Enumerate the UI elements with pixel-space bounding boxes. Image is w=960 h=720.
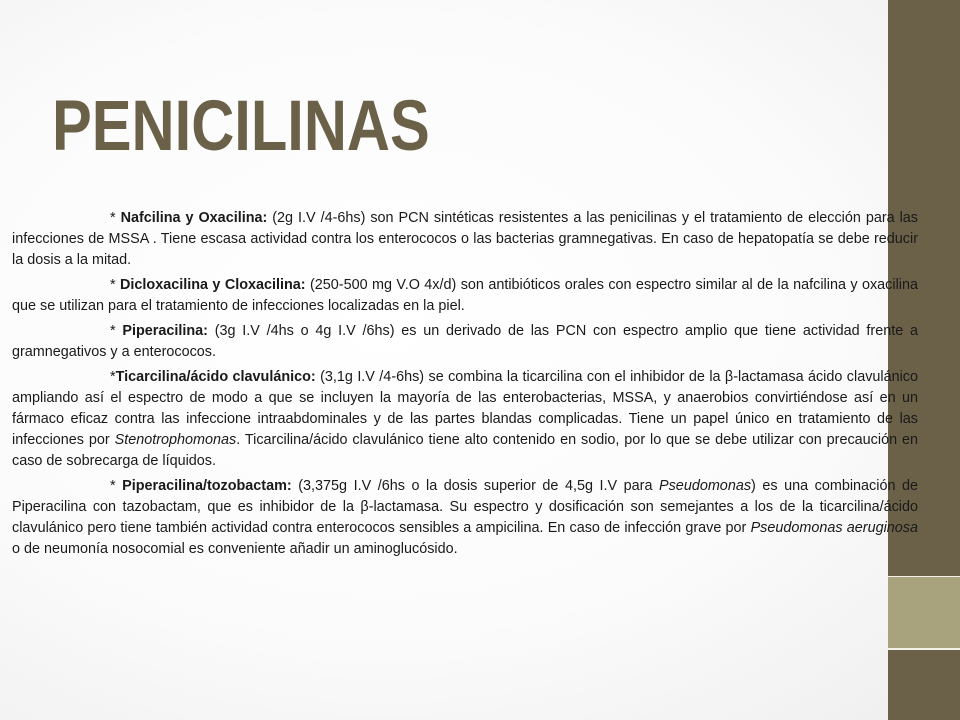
drug-name: Nafcilina y Oxacilina: bbox=[120, 210, 268, 226]
paragraph-nafcilina bbox=[12, 208, 918, 271]
paragraph-text: o de neumonía nosocomial es conveniente añadir un aminoglucósido. bbox=[12, 541, 458, 557]
slide-title: PENICILINAS bbox=[52, 87, 430, 166]
side-accent-block bbox=[888, 577, 960, 649]
drug-name: Piperacilina/tozobactam: bbox=[122, 478, 292, 494]
paragraph-piperacilina bbox=[12, 321, 918, 363]
paragraph-text: (250-500 mg V.O 4x/d) son antibióticos orales con espectro similar al de la nafcilina y oxacilina que se utilizan para el tratamiento de infecciones localizadas en la piel. bbox=[12, 277, 918, 314]
organism-name: Stenotrophomonas bbox=[114, 432, 237, 448]
bullet-marker: * bbox=[110, 323, 123, 339]
organism-name: Pseudomonas aeruginosa bbox=[750, 520, 918, 536]
paragraph-text: ) es una combinación de Piperacilina con tazobactam, que es inhibidor de la β-lactamasa. Su espectro y dosificación son semejantes a los de la ticarcilina/ácido clavulánico pero tiene también actividad contra enterococos sensibles a ampicilina. En caso de infección grave por bbox=[12, 478, 918, 536]
paragraph-text: . Ticarcilina/ácido clavulánico tiene alto contenido en sodio, por lo que se debe utilizar con precaución en caso de sobrecarga de líquidos. bbox=[12, 432, 919, 469]
bullet-marker: * bbox=[110, 210, 121, 226]
paragraph-text: (3g I.V /4hs o 4g I.V /6hs) es un derivado de las PCN con espectro amplio que tiene actividad frente a gramnegativos y a enterococos. bbox=[12, 323, 918, 360]
paragraph-text: (3,375g I.V /6hs o la dosis superior de 4,5g I.V para bbox=[291, 478, 660, 494]
slide-body bbox=[12, 208, 918, 564]
bullet-marker: * bbox=[110, 478, 123, 494]
paragraph-dicloxacilina bbox=[12, 275, 918, 317]
paragraph-ticarcilina bbox=[12, 367, 918, 472]
bullet-marker: * bbox=[110, 277, 121, 293]
bullet-marker: * bbox=[110, 369, 116, 385]
paragraph-piperacilina-tazobactam bbox=[12, 476, 918, 560]
drug-name: Ticarcilina/ácido clavulánico: bbox=[115, 369, 316, 385]
paragraph-text: (2g I.V /4-6hs) son PCN sintéticas resistentes a las penicilinas y el tratamiento de elección para las infecciones de MSSA . Tiene escasa actividad contra los enterococos o las bacterias gramnegativas. En caso de hepatopatía se debe reducir la dosis a la mitad. bbox=[12, 210, 919, 268]
side-divider-bottom bbox=[888, 648, 960, 650]
organism-name: Pseudomonas bbox=[659, 478, 752, 494]
drug-name: Piperacilina: bbox=[122, 323, 208, 339]
paragraph-text: (3,1g I.V /4-6hs) se combina la ticarcilina con el inhibidor de la β-lactamasa ácido clavulánico ampliando así el espectro de modo a que se incluyen la mayoría de las enterobacterias, MSSA, y anaerobios convirtiéndose así en un fármaco eficaz contra las infeccione intraabdominales y de las partes blandas complicadas. Tiene un papel único en tratamiento de las infecciones por bbox=[12, 369, 918, 448]
drug-name: Dicloxacilina y Cloxacilina: bbox=[120, 277, 306, 293]
